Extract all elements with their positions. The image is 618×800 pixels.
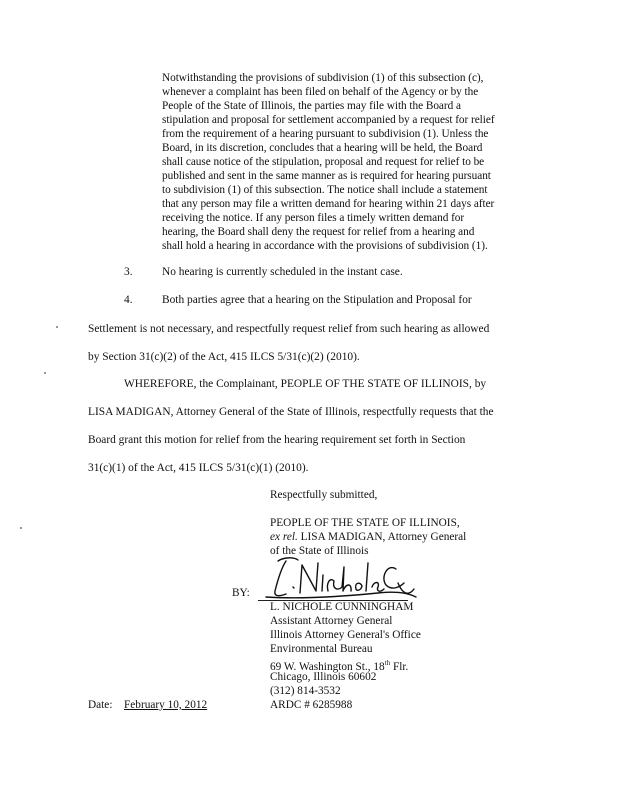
handwritten-signature: [258, 553, 418, 605]
quote-line: Notwithstanding the provisions of subdivision (1) of this subsection (c),: [162, 72, 484, 84]
wherefore-line-1: WHEREFORE, the Complainant, PEOPLE OF THE STATE OF ILLINOIS, by: [124, 378, 487, 390]
scan-speck: [44, 372, 46, 374]
closing: Respectfully submitted,: [270, 489, 378, 501]
signer-office: Illinois Attorney General's Office: [270, 629, 421, 641]
wherefore-line-3: Board grant this motion for relief from the hearing requirement set forth in Section: [88, 434, 466, 446]
date-label: Date:: [88, 699, 113, 711]
ex-rel-italic: ex rel.: [270, 531, 298, 543]
signer-title: Assistant Attorney General: [270, 615, 393, 627]
address-sup: th: [384, 659, 391, 667]
item-4-line-2: Settlement is not necessary, and respectfully request relief from such hearing as allowed: [88, 323, 490, 335]
quote-line: receiving the notice. If any person files a timely written demand for: [162, 212, 465, 224]
of-state: of the State of Illinois: [270, 545, 369, 557]
quote-line: hearing, the Board shall deny the request for relief from a hearing and: [162, 226, 475, 238]
signer-city: Chicago, Illinois 60602: [270, 671, 377, 683]
signer-name: L. NICHOLE CUNNINGHAM: [270, 601, 414, 613]
quote-line: shall hold a hearing in accordance with the provisions of subdivision (1).: [162, 240, 488, 252]
quote-line: that any person may file a written demand for hearing within 21 days after: [162, 198, 495, 210]
signer-phone: (312) 814-3532: [270, 685, 341, 697]
date-value: February 10, 2012: [124, 699, 208, 711]
scan-speck: [20, 527, 22, 529]
item-4-line-1: Both parties agree that a hearing on the Stipulation and Proposal for: [162, 294, 472, 306]
quote-line: from the requirement of a hearing pursuant to subdivision (1). Unless the: [162, 128, 489, 140]
item-3-number: 3.: [124, 266, 133, 278]
wherefore-line-4: 31(c)(1) of the Act, 415 ILCS 5/31(c)(1) (2010).: [88, 462, 309, 474]
ex-rel-line: [270, 531, 466, 544]
signer-ardc: ARDC # 6285988: [270, 699, 353, 711]
address-post: Flr.: [390, 660, 409, 673]
quote-line: to subdivision (1) of this subsection. The notice shall include a statement: [162, 184, 488, 196]
party-name: PEOPLE OF THE STATE OF ILLINOIS,: [270, 517, 460, 529]
signer-bureau: Environmental Bureau: [270, 643, 373, 655]
scan-speck: [56, 326, 58, 328]
quote-line: shall cause notice of the stipulation, proposal and request for relief to be: [162, 156, 485, 168]
item-3-text: No hearing is currently scheduled in the instant case.: [162, 266, 403, 278]
item-4-number: 4.: [124, 294, 133, 306]
address-main: 69 W. Washington St., 18: [270, 660, 385, 673]
by-label: BY:: [232, 587, 250, 599]
item-4-line-3: by Section 31(c)(2) of the Act, 415 ILCS 5/31(c)(2) (2010).: [88, 351, 360, 363]
quote-line: stipulation and proposal for settlement accompanied by a request for relief: [162, 114, 495, 126]
quote-line: whenever a complaint has been filed on behalf of the Agency or by the: [162, 86, 479, 98]
quote-line: Board, in its discretion, concludes that a hearing will be held, the Board: [162, 142, 483, 154]
quote-line: published and sent in the same manner as is required for hearing pursuant: [162, 170, 491, 182]
wherefore-line-2: LISA MADIGAN, Attorney General of the State of Illinois, respectfully requests that the: [88, 406, 494, 418]
quote-line: People of the State of Illinois, the parties may file with the Board a: [162, 100, 461, 112]
ex-rel-rest: LISA MADIGAN, Attorney General: [300, 531, 467, 543]
